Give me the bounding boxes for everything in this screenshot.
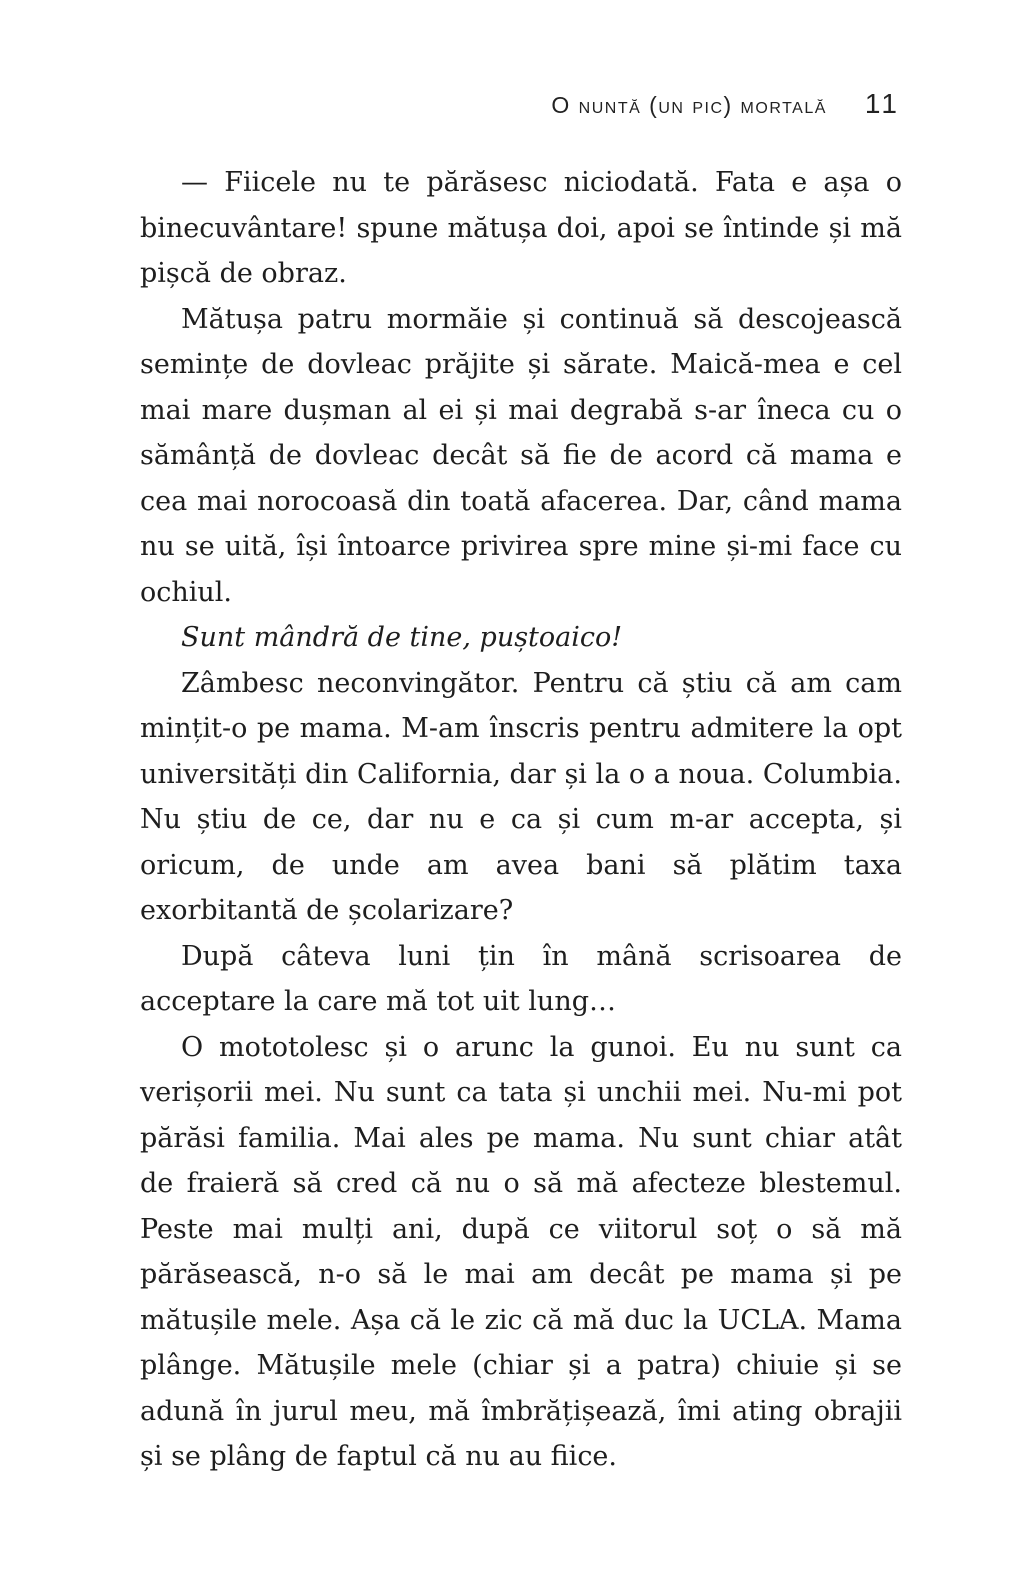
paragraph: O mototolesc și o arunc la gunoi. Eu nu sunt ca verișorii mei. Nu sunt ca tata și unchii mei. Nu-mi pot părăsi familia. Mai ales pe mama. Nu sunt chiar atât de fraieră să cred că nu o să mă afecteze blestemul. Peste mai mulți ani, după ce viitorul soț o să mă părăsească, n-o să le mai am decât pe mama și pe mătușile mele. Așa că le zic că mă duc la UCLA. Mama plânge. Mătușile mele (chiar și a patra) chiuie și se adună în jurul meu, mă îmbrățișează, îmi ating obrajii și se plâng de faptul că nu au fiice. — [140, 1031, 902, 1472]
paragraph: După câteva luni țin în mână scrisoarea de acceptare la care mă tot uit lung… — [140, 940, 902, 1017]
body-text — [140, 160, 902, 1480]
page-number: 11 — [864, 88, 900, 119]
paragraph: Zâmbesc neconvingător. Pentru că știu că am cam mințit-o pe mama. M-am înscris pentru admitere la opt universități din California, dar și la o a noua. Columbia. Nu știu de ce, dar nu e ca și cum m-ar accepta, și oricum, de unde am avea bani să plătim taxa exorbitantă de școlarizare? — [140, 667, 902, 926]
running-title: O nuntă (un pic) mortală — [551, 92, 827, 118]
paragraph-italic: Sunt mândră de tine, puștoaico! — [181, 622, 623, 653]
running-header — [551, 88, 900, 120]
paragraph: Mătușa patru mormăie și continuă să descojească semințe de dovleac prăjite și sărate. Maică-mea e cel mai mare dușman al ei și mai degrabă s-ar îneca cu o sămânță de dovleac decât să fie de acord că mama e cea mai norocoasă din toată afacerea. Dar, când mama nu se uită, își întoarce privirea spre mine și-mi face cu ochiul. — [140, 303, 902, 608]
paragraph: — Fiicele nu te părăsesc niciodată. Fata e așa o binecuvântare! spune mătușa doi, apoi se întinde și mă pișcă de obraz. — [140, 167, 902, 289]
